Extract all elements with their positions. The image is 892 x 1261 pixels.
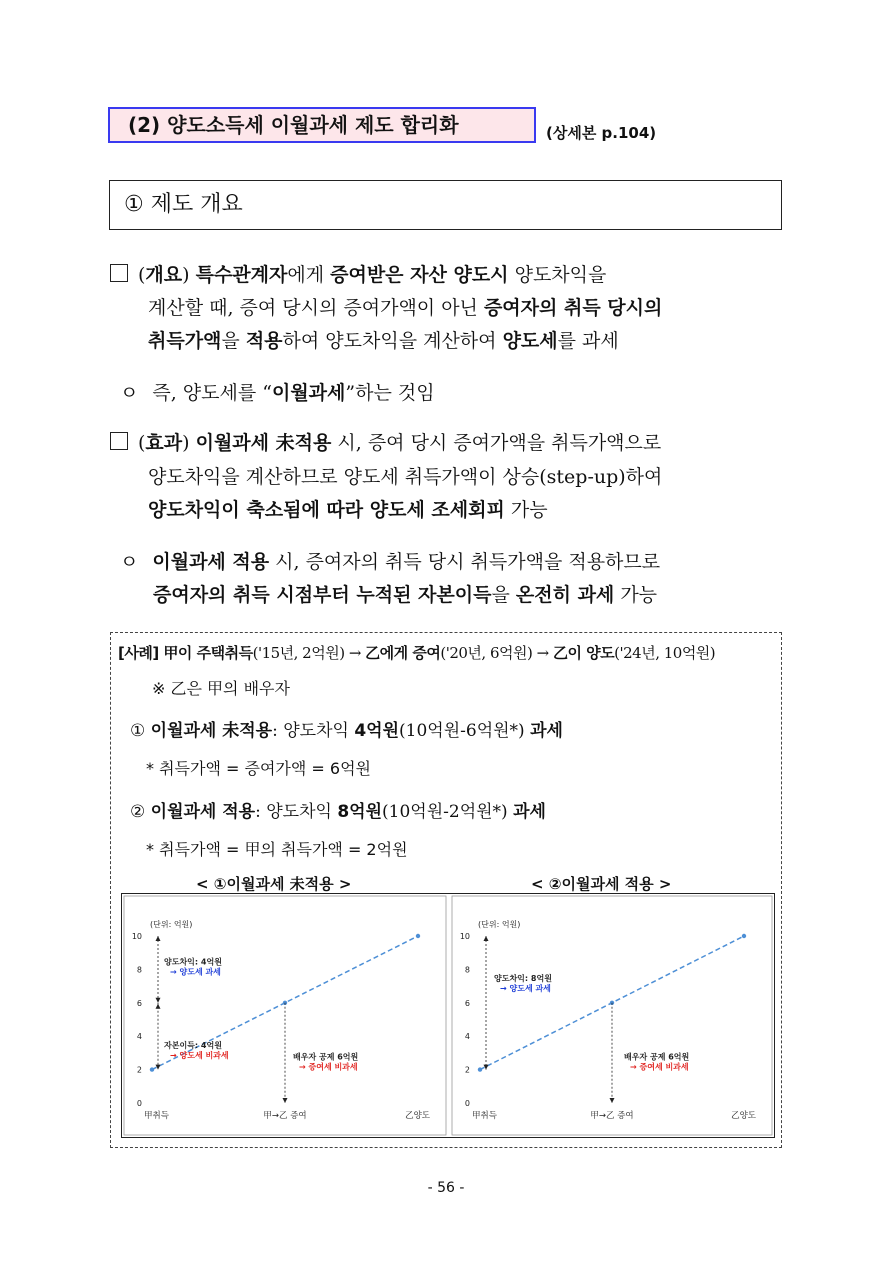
x-tick-label: 甲→乙 증여	[263, 1111, 307, 1121]
charts-frame	[121, 893, 775, 1138]
text-run: 즉, 양도세를 “	[152, 382, 272, 404]
text-run: 가능	[614, 584, 658, 606]
text-run: 에게	[287, 264, 331, 286]
text-run: 를 과세	[557, 330, 619, 352]
annotation-subtext: → 양도세 과세	[170, 967, 221, 977]
text-run: 이월과세 적용	[150, 802, 256, 822]
case-header	[118, 642, 715, 663]
x-tick-label: 甲→乙 증여	[590, 1111, 634, 1121]
text-run: 가능	[504, 499, 548, 521]
text-run: 양도차익을 계산하므로 양도세 취득가액이 상승(step‑up)하여	[148, 466, 663, 488]
case-item1	[130, 716, 563, 741]
text-run: 이월과세 未적용	[150, 721, 273, 741]
text-run: 과세	[513, 802, 546, 822]
y-tick-label: 10	[131, 932, 142, 941]
text-run: 양도차익을	[508, 264, 607, 286]
text-run: 을	[491, 584, 516, 606]
text-run: 계산할 때, 증여 당시의 증여가액이 아닌	[148, 297, 484, 319]
text-run: ”하는 것임	[345, 382, 435, 404]
y-tick-label: 4	[464, 1032, 470, 1042]
checkbox-square-icon	[110, 264, 128, 282]
case-item2	[130, 797, 546, 822]
text-run: : 양도차익	[255, 802, 338, 822]
text-run: 효과	[145, 432, 183, 454]
text-run: 증여자의 취득 당시의	[483, 297, 663, 319]
text-run: 시, 증여 당시 증여가액을 취득가액으로	[331, 432, 662, 454]
text-run: 乙이 양도	[552, 644, 615, 662]
checkbox-square-icon	[110, 432, 128, 450]
annotation-subtext: → 양도세 비과세	[170, 1050, 229, 1060]
circle-bullet-icon: ㅇ	[120, 551, 139, 573]
text-run: 증여자의 취득 시점부터 누적된 자본이득	[153, 584, 492, 606]
text-run: (	[138, 432, 146, 454]
text-run: 적용	[245, 330, 283, 352]
x-tick-label: 乙양도	[405, 1111, 430, 1121]
y-tick-label: 8	[464, 965, 470, 975]
x-tick-label: 甲취득	[472, 1111, 497, 1121]
para2-sub-line2	[153, 576, 657, 614]
text-run: (10억원-2억원*)	[382, 802, 514, 822]
y-tick-label: 4	[136, 1032, 142, 1042]
y-tick-label: 10	[459, 932, 470, 941]
text-run: (	[138, 264, 146, 286]
text-run: 을	[221, 330, 246, 352]
charts-svg	[122, 894, 774, 1137]
x-tick-label: 甲취득	[144, 1111, 169, 1121]
data-point	[742, 934, 746, 938]
unit-label: (단위: 억원)	[150, 920, 193, 929]
annotation-text: 배우자 공제 6억원	[624, 1052, 690, 1062]
section-reference: (상세본 p.104)	[546, 124, 657, 142]
text-run: ('20년, 6억원) →	[440, 644, 553, 662]
text-run: 4억원	[354, 721, 400, 741]
text-run: 개요	[145, 264, 183, 286]
unit-label: (단위: 억원)	[478, 920, 521, 929]
text-run: ('24년, 10억원)	[614, 644, 716, 662]
para2-line3	[148, 491, 548, 529]
case-item1-note: * 취득가액 = 증여가액 = 6억원	[146, 759, 371, 778]
text-run: 양도세	[502, 330, 558, 352]
text-run: 8억원	[337, 802, 383, 822]
text-run: ②	[130, 802, 151, 822]
text-run: 이월과세 未적용	[195, 432, 332, 454]
section-title: (2) 양도소득세 이월과세 제도 합리화	[108, 107, 536, 143]
text-run: 양도차익이 축소됨에 따라 양도세 조세회피	[148, 499, 505, 521]
para1-line3	[148, 322, 619, 360]
annotation-subtext: → 양도세 과세	[500, 984, 551, 994]
text-run: 乙에게 증여	[365, 644, 441, 662]
text-run: 과세	[530, 721, 563, 741]
text-run: 특수관계자	[195, 264, 288, 286]
text-run: (10억원-6억원*)	[399, 721, 531, 741]
annotation-text: 자본이득: 4억원	[164, 1040, 222, 1050]
text-run: : 양도차익	[272, 721, 355, 741]
subsection-title: ① 제도 개요	[109, 180, 782, 230]
para2-line1	[110, 424, 661, 462]
text-run: )	[182, 264, 196, 286]
para1-sub	[120, 374, 435, 412]
case-item2-note: * 취득가액 = 甲의 취득가액 = 2억원	[146, 840, 408, 859]
x-tick-label: 乙양도	[731, 1111, 756, 1121]
data-point	[478, 1067, 482, 1071]
text-run: 시, 증여자의 취득 당시 취득가액을 적용하므로	[269, 551, 661, 573]
chart1-title: < ①이월과세 未적용 >	[196, 875, 352, 893]
data-point	[416, 934, 420, 938]
y-tick-label: 0	[464, 1099, 470, 1108]
text-run: ('15년, 2억원) →	[252, 644, 366, 662]
annotation-subtext: → 증여세 비과세	[299, 1062, 358, 1072]
text-run: 온전히 과세	[515, 584, 615, 606]
text-run: ①	[130, 721, 151, 741]
case-note: ※ 乙은 甲의 배우자	[152, 679, 290, 698]
page-number: - 56 -	[427, 1180, 465, 1196]
text-run: 이월과세	[271, 382, 346, 404]
y-tick-label: 8	[136, 965, 142, 975]
y-tick-label: 6	[136, 998, 142, 1008]
annotation-subtext: → 증여세 비과세	[630, 1062, 689, 1072]
text-run: 하여 양도차익을 계산하여	[282, 330, 503, 352]
annotation-text: 양도차익: 4억원	[164, 957, 222, 967]
y-tick-label: 2	[464, 1065, 470, 1075]
y-tick-label: 0	[136, 1099, 142, 1108]
y-tick-label: 6	[464, 998, 470, 1008]
circle-bullet-icon: ㅇ	[120, 382, 139, 404]
text-run: )	[182, 432, 196, 454]
data-point	[150, 1067, 154, 1071]
y-tick-label: 2	[136, 1065, 142, 1075]
annotation-text: 배우자 공제 6억원	[293, 1052, 359, 1062]
text-run: 증여받은 자산 양도시	[330, 264, 509, 286]
text-run: 취득가액	[148, 330, 222, 352]
text-run: 이월과세 적용	[152, 551, 270, 573]
annotation-text: 양도차익: 8억원	[494, 974, 552, 984]
chart2-title: < ②이월과세 적용 >	[531, 875, 672, 893]
text-run: [사례] 甲이 주택취득	[118, 644, 253, 662]
